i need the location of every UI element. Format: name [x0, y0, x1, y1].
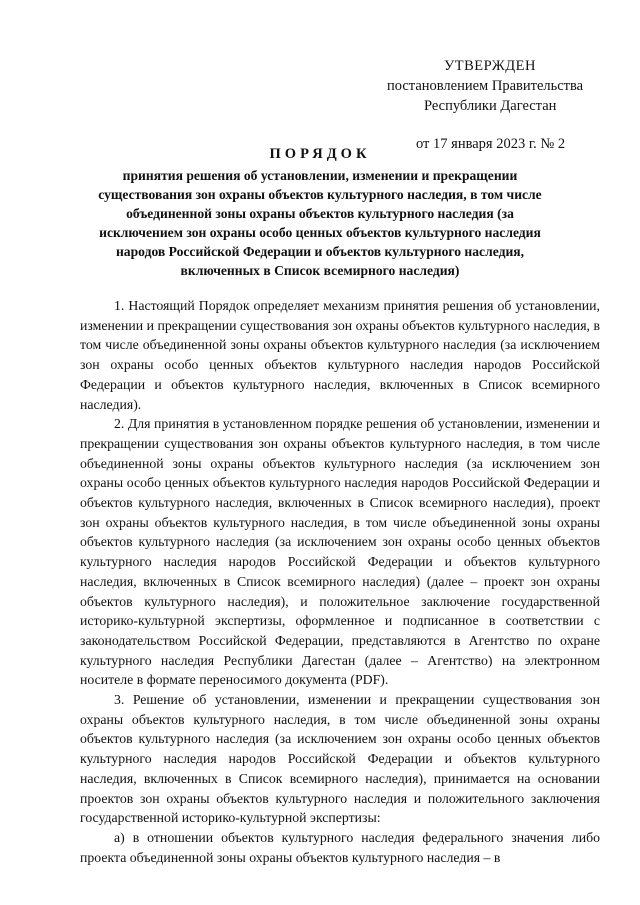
approval-stamp — [386, 56, 618, 154]
document-body — [80, 296, 600, 867]
document-title: ПОРЯДОК — [269, 146, 371, 162]
document-subtitle: принятия решения об установлении, изменении и прекращении существования зон охраны объектов культурного наследия, в том числе объединенной зоны охраны объектов культурного наследия (за исключением зон охраны особо ценных объектов культурного наследия народов Российской Федерации и объектов культурного наследия, включенных в Список всемирного наследия) — [98, 168, 542, 278]
paragraph-1: 1. Настоящий Порядок определяет механизм принятия решения об установлении, изменении и прекращении существования зон охраны объектов культурного наследия, в том числе объединенной зоны охраны объектов культурного наследия (за исключением зон охраны особо ценных объектов культурного наследия народов Российской Федерации и объектов культурного наследия, включенных в Список всемирного наследия). — [80, 298, 600, 412]
approval-region: Республики Дагестан — [424, 98, 557, 114]
paragraph-2: 2. Для принятия в установленном порядке решения об установлении, изменении и прекращении существования зон охраны объектов культурного наследия, в том числе объединенной зоны охраны объектов культурного наследия (за исключением зон охраны особо ценных объектов культурного наследия народов Российской Федерации и объектов культурного наследия, включенных в Список всемирного наследия), проект зон охраны объектов культурного наследия, в том числе объединенной зоны охраны объектов культурного наследия (за исключением зон охраны особо ценных объектов культурного наследия народов Российской Федерации и объектов культурного наследия, включенных в Список всемирного наследия) (далее – проект зон охраны объектов культурного наследия), и положительное заключение государственной историко-культурной экспертизы, оформленное и подписанное в соответствии с законодательством Российской Федерации, представляются в Агентство по охране культурного наследия Республики Дагестан (далее – Агентство) на электронном носителе в формате переносимого документа (PDF). — [80, 416, 600, 688]
paragraph-3a: а) в отношении объектов культурного наследия федерального значения либо проекта объединенной зоны охраны объектов культурного наследия – в — [80, 829, 600, 865]
approval-title: УТВЕРЖДЕН — [444, 58, 536, 74]
approval-authority: постановлением Правительства — [387, 78, 584, 94]
approval-date: от 17 января 2023 г. № 2 — [416, 136, 566, 152]
paragraph-3: 3. Решение об установлении, изменении и прекращении существования зон охраны объектов культурного наследия, в том числе объединенной зоны охраны объектов культурного наследия (за исключением зон охраны особо ценных объектов культурного наследия народов Российской Федерации и объектов культурного наследия, включенных в Список всемирного наследия), принимается на основании проектов зон охраны объектов культурного наследия и положительного заключения государственной историко-культурной экспертизы: — [80, 692, 600, 826]
